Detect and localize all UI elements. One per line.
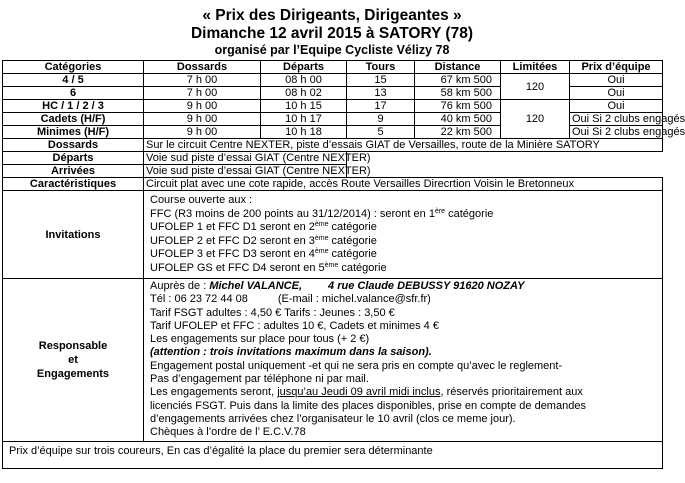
contact-name: Michel VALANCE,: [209, 280, 303, 292]
race-prix: Oui: [570, 100, 663, 113]
race-distance: 67 km 500: [415, 74, 501, 87]
race-limit: 120: [501, 74, 570, 100]
race-dossard: 7 h 00: [144, 74, 261, 87]
info-label: Départs: [3, 152, 144, 165]
footer-note: Prix d’équipe sur trois coureurs, En cas d’égalité la place du premier sera déterminante: [3, 441, 663, 468]
race-prix: Oui: [570, 74, 663, 87]
invitation-text-end: catégorie: [328, 234, 377, 247]
race-dossard: 9 h 00: [144, 100, 261, 113]
race-distance: 76 km 500: [415, 100, 501, 113]
col-header-departs: Départs: [261, 61, 347, 74]
race-tours: 5: [347, 126, 415, 139]
invitation-line: [150, 262, 658, 276]
table-header-row: [3, 61, 663, 74]
col-header-prix: Prix d’équipe: [570, 61, 663, 74]
invitation-text: UFOLEP 3 et FFC D3 seront en 4: [150, 248, 315, 261]
invitation-text: UFOLEP GS et FFC D4 seront en 5: [150, 261, 325, 274]
race-depart: 08 h 00: [261, 74, 347, 87]
attention-note: (attention : trois invitations maximum dans la saison).: [150, 346, 432, 359]
info-row-dossards: [3, 139, 663, 152]
race-distance: 58 km 500: [415, 87, 501, 100]
col-header-distance: Distance: [415, 61, 501, 74]
arrivees-note: d’engagements arrivées chez l’organisateur le 10 avril (clos ce meme jour).: [150, 412, 516, 425]
invitation-text-end: catégorie: [328, 248, 377, 261]
race-category: HC / 1 / 2 / 3: [3, 100, 144, 113]
invitation-line: [150, 208, 658, 222]
invitations-label: Invitations: [3, 191, 144, 279]
responsable-label: [3, 279, 144, 442]
responsable-label-line: Responsable: [38, 339, 108, 352]
invitation-sup: ème: [314, 234, 329, 242]
title-line-3: organisé par l’Equipe Cycliste Vélizy 78: [214, 43, 450, 57]
invitation-sup: ème: [314, 248, 329, 256]
engagement-sur-place: Les engagements sur place pour tous (+ 2 €): [150, 333, 370, 346]
contact-prefix: Auprès de :: [150, 280, 210, 292]
title-line-1: « Prix des Dirigeants, Dirigeantes »: [202, 7, 462, 24]
phone-line: [150, 293, 658, 306]
licencies-note: licenciés FSGT. Puis dans la limite des places disponibles, prise en compte de demandes: [150, 399, 586, 412]
invitation-text-end: catégorie: [328, 221, 377, 234]
invitation-text: FFC (R3 moins de 200 points au 31/12/2014) : seront en 1: [150, 207, 435, 220]
tarif-ufolep: Tarif UFOLEP et FFC : adultes 10 €, Cadets et minimes 4 €: [150, 319, 439, 332]
race-depart: 10 h 15: [261, 100, 347, 113]
invitation-line: [150, 235, 658, 249]
responsable-content: [144, 279, 663, 442]
col-header-limitees: Limitées: [501, 61, 570, 74]
col-header-categories: Catégories: [3, 61, 144, 74]
race-dossard: 9 h 00: [144, 113, 261, 126]
invitations-content: [144, 191, 663, 279]
contact-address: 4 rue Claude DEBUSSY 91620 NOZAY: [328, 280, 525, 292]
race-category: 6: [3, 87, 144, 100]
info-row-departs: [3, 152, 663, 165]
race-distance: 40 km 500: [415, 113, 501, 126]
race-table: [2, 60, 685, 469]
engagement-postal: Engagement postal uniquement -et qui ne sera pris en compte qu’avec le reglement-: [150, 359, 563, 372]
invitation-line: [150, 248, 658, 262]
invitation-sup: ème: [314, 221, 329, 229]
race-distance: 22 km 500: [415, 126, 501, 139]
race-prix: Oui Si 2 clubs engagés: [570, 126, 663, 139]
invitation-text-end: catégorie: [445, 207, 494, 220]
race-tours: 13: [347, 87, 415, 100]
responsable-label-line: et: [68, 353, 78, 366]
invitations-intro: Course ouverte aux :: [150, 194, 253, 206]
info-label: Caractéristiques: [3, 178, 144, 191]
title-line-2: Dimanche 12 avril 2015 à SATORY (78): [190, 25, 473, 42]
cheques-note: Chèques à l’ordre de l’ E.C.V.78: [150, 426, 306, 439]
deadline-line: [150, 386, 658, 399]
race-tours: 9: [347, 113, 415, 126]
race-dossard: 9 h 00: [144, 126, 261, 139]
info-text: Voie sud piste d’essai GIAT (Centre NEXTER): [144, 165, 347, 178]
info-label: Arrivées: [3, 165, 144, 178]
tarif-fsgt: Tarif FSGT adultes : 4,50 € Tarifs : Jeunes : 3,50 €: [150, 306, 395, 319]
deadline-prefix: Les engagements seront,: [150, 386, 278, 399]
race-limit: 120: [501, 100, 570, 139]
info-row-caracteristiques: [3, 178, 663, 191]
footer-row: [3, 441, 663, 468]
race-dossard: 7 h 00: [144, 87, 261, 100]
responsable-label-line: Engagements: [36, 367, 110, 380]
info-text: Sur le circuit Centre NEXTER, piste d’essais GIAT de Versailles, route de la Minière SATORY: [144, 139, 663, 152]
info-text: Voie sud piste d’essai GIAT (Centre NEXTER): [144, 152, 347, 165]
race-depart: 08 h 02: [261, 87, 347, 100]
race-prix: Oui: [570, 87, 663, 100]
contact-phone: Tél : 06 23 72 44 08: [150, 293, 248, 306]
col-header-dossards: Dossards: [144, 61, 261, 74]
no-phone-note: Pas d’engagement par téléphone ni par mail.: [150, 373, 369, 386]
race-category: Cadets (H/F): [3, 113, 144, 126]
invitation-text: UFOLEP 2 et FFC D2 seront en 3: [150, 234, 315, 247]
invitation-sup: ème: [324, 261, 339, 269]
invitation-line: [150, 221, 658, 235]
deadline-suffix: , réservés prioritairement aux: [440, 386, 583, 399]
invitation-text: UFOLEP 1 et FFC D1 seront en 2: [150, 221, 315, 234]
table-row: [3, 74, 663, 87]
info-text: Circuit plat avec une cote rapide, accès Route Versailles Direcrtion Voisin le Bretonneux: [144, 178, 663, 191]
responsable-row: [3, 279, 663, 442]
col-header-tours: Tours: [347, 61, 415, 74]
info-label: Dossards: [3, 139, 144, 152]
table-row: [3, 100, 663, 113]
contact-line: [150, 280, 658, 293]
race-category: 4 / 5: [3, 74, 144, 87]
race-prix: Oui Si 2 clubs engagés: [570, 113, 663, 126]
race-tours: 15: [347, 74, 415, 87]
invitation-sup: ère: [434, 207, 446, 215]
race-depart: 10 h 18: [261, 126, 347, 139]
invitation-text-end: catégorie: [338, 261, 387, 274]
info-row-arrivees: [3, 165, 663, 178]
race-tours: 17: [347, 100, 415, 113]
invitations-row: [3, 191, 663, 279]
race-category: Minimes (H/F): [3, 126, 144, 139]
deadline-date: jusqu’au Jeudi 09 avril midi inclus: [277, 386, 441, 399]
race-depart: 10 h 17: [261, 113, 347, 126]
contact-email: (E-mail : michel.valance@sfr.fr): [277, 293, 431, 306]
